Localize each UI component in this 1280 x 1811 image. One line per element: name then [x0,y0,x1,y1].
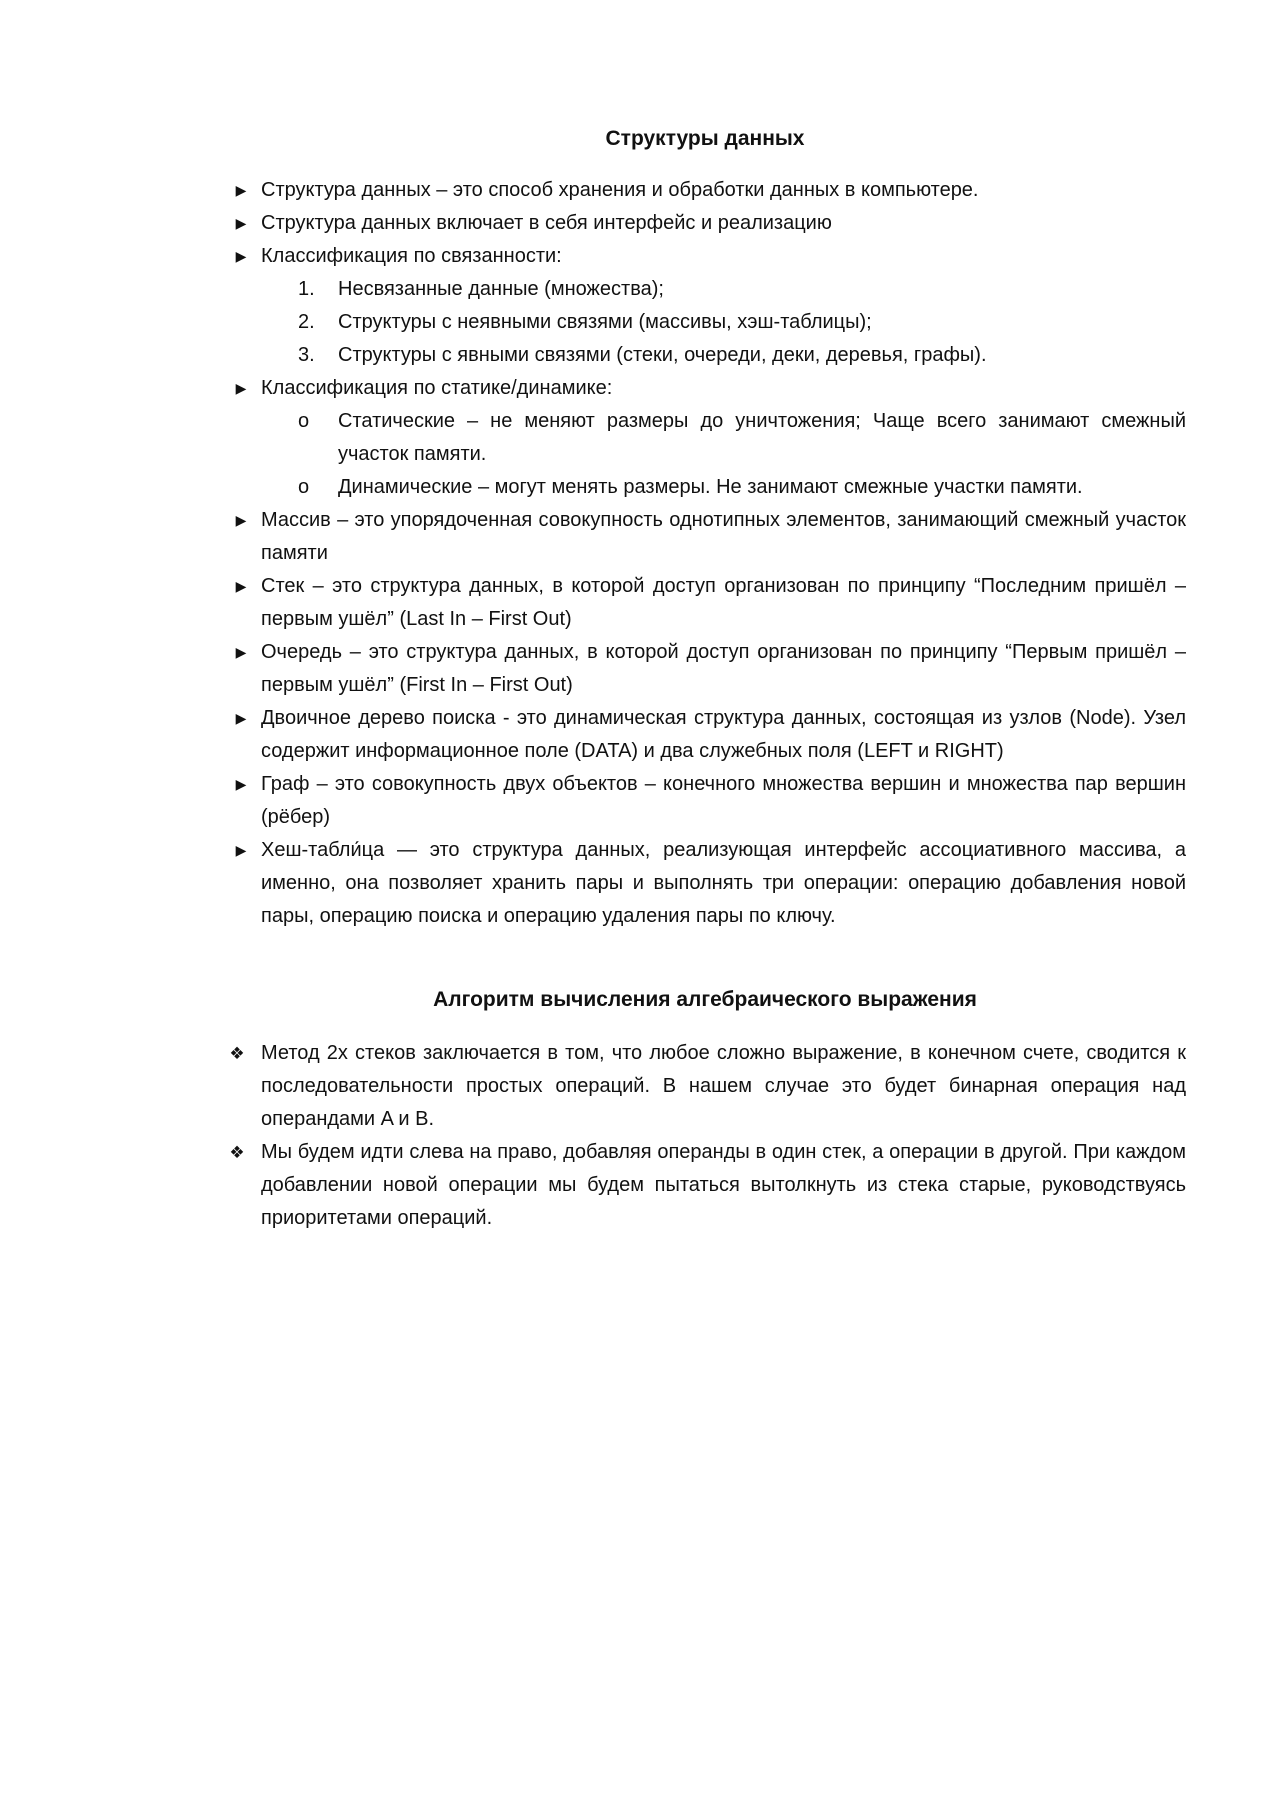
arrow-bullet-icon: ▶ [235,776,247,792]
arrow-bullet-icon: ▶ [235,248,247,264]
list-item-text: Метод 2х стеков заключается в том, что любое сложно выражение, в конечном счете, сводится к последовательности простых операций. В нашем случае это будет бинарная операция над операндами A и B. [261,1042,1186,1130]
sublist-item-text: Несвязанные данные (множества); [338,278,664,300]
sublist-number: 2. [298,311,315,333]
static-dynamic-sublist [261,405,1186,504]
list-item [235,834,1186,933]
section-title-algorithm: Алгоритм вычисления алгебраического выражения [433,988,977,1011]
arrow-bullet-icon: ▶ [235,578,247,594]
list-item [235,702,1186,768]
section-title-data-structures: Структуры данных [605,127,805,150]
arrow-bullet-icon: ▶ [235,215,247,231]
sublist-item-text: Статические – не меняют размеры до уничтожения; Чаще всего занимают смежный участок памяти. [338,410,1186,465]
arrow-bullet-icon: ▶ [235,710,247,726]
sublist-item-text: Динамические – могут менять размеры. Не занимают смежные участки памяти. [338,476,1083,498]
list-item-text: Массив – это упорядоченная совокупность однотипных элементов, занимающий смежный участок памяти [261,509,1186,564]
arrow-bullet-icon: ▶ [235,512,247,528]
list-item-text: Классификация по связанности: [261,245,562,267]
document-content [0,124,1280,1235]
list-item [235,504,1186,570]
list-item-text: Стек – это структура данных, в которой доступ организован по принципу “Последним пришёл – первым ушёл” (Last In – First Out) [261,575,1186,630]
data-structures-list [0,174,1280,933]
arrow-bullet-icon: ▶ [235,644,247,660]
diamond-bullet-icon: ❖ [229,1044,245,1063]
arrow-bullet-icon: ▶ [235,182,247,198]
sublist-item [298,306,1186,339]
list-item-text: Хеш-табли́ца — это структура данных, реализующая интерфейс ассоциативного массива, а именно, она позволяет хранить пары и выполнять три операции: операцию добавления новой пары, операцию поиска и операцию удаления пары по ключу. [261,839,1186,927]
list-item-text: Структура данных включает в себя интерфейс и реализацию [261,212,832,234]
list-item [235,570,1186,636]
list-item-text: Мы будем идти слева на право, добавляя операнды в один стек, а операции в другой. При каждом добавлении новой операции мы будем пытаться вытолкнуть из стека старые, руководствуясь приоритетами операций. [261,1141,1186,1229]
list-item-text: Двоичное дерево поиска - это динамическая структура данных, состоящая из узлов (Node). Узел содержит информационное поле (DATA) и два служебных поля (LEFT и RIGHT) [261,707,1186,762]
sublist-item [298,471,1186,504]
list-item [235,768,1186,834]
list-item-text: Очередь – это структура данных, в которой доступ организован по принципу “Первым пришёл – первым ушёл” (First In – First Out) [261,641,1186,696]
list-item [235,174,1186,207]
list-item [235,372,1186,504]
sublist-item-text: Структуры с неявными связями (массивы, хэш-таблицы); [338,311,872,333]
arrow-bullet-icon: ▶ [235,842,247,858]
sublist-number: 3. [298,344,315,366]
sublist-item [298,339,1186,372]
sublist-item-text: Структуры с явными связями (стеки, очереди, деки, деревья, графы). [338,344,987,366]
list-item [235,207,1186,240]
list-item-text: Граф – это совокупность двух объектов – конечного множества вершин и множества пар вершин (рёбер) [261,773,1186,828]
circle-bullet-icon: o [298,476,310,498]
list-item [229,1136,1186,1235]
list-item-text: Структура данных – это способ хранения и обработки данных в компьютере. [261,179,979,201]
list-item [229,1037,1186,1136]
diamond-bullet-icon: ❖ [229,1143,245,1162]
sublist-item [298,405,1186,471]
algorithm-list [0,1037,1280,1235]
list-item [235,636,1186,702]
arrow-bullet-icon: ▶ [235,380,247,396]
sublist-item [298,273,1186,306]
connectivity-sublist [261,273,1186,372]
list-item [235,240,1186,372]
sublist-number: 1. [298,278,315,300]
list-item-text: Классификация по статике/динамике: [261,377,613,399]
circle-bullet-icon: o [298,410,310,432]
